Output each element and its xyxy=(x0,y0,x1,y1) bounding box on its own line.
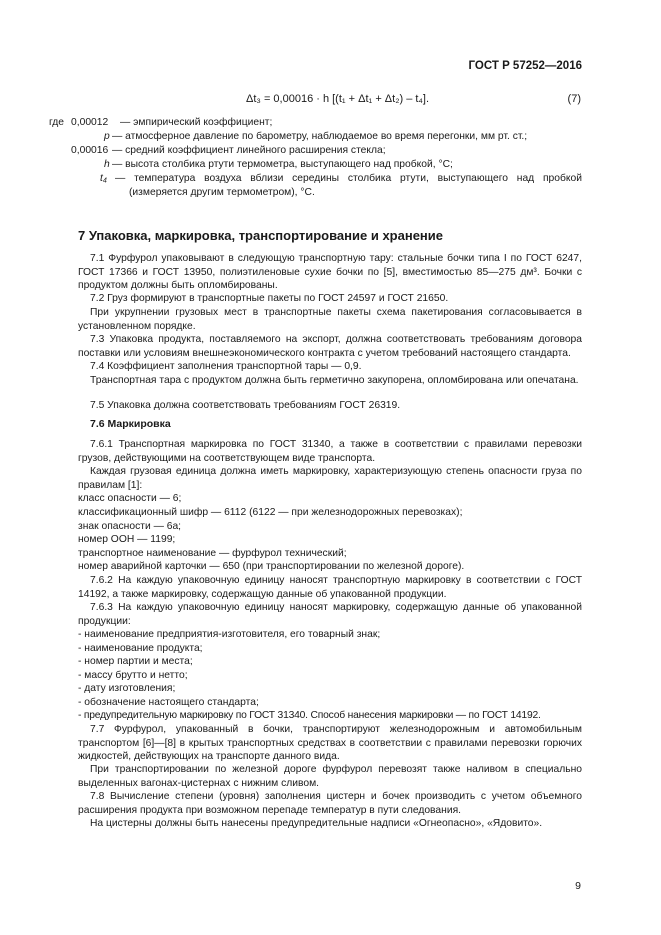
para-7-1: 7.1 Фурфурол упаковывают в следующую транспортную тару: стальные бочки типа I по ГОСТ 6247, ГОСТ 17366 и ГОСТ 13950, полиэтиленовые сухие бочки по [5], вместимостью 85—275 дм³. Бочки с продуктом должны быть опломбированы. xyxy=(78,253,582,291)
where-text-1: — эмпирический коэффициент; xyxy=(120,117,273,128)
list-item: - дату изготовления; xyxy=(78,683,176,694)
list-item: - обозначение настоящего стандарта; xyxy=(78,697,259,708)
where-sym-1: 0,00012 xyxy=(71,117,109,128)
formula-7: Δt₃ = 0,00016 · h [(t₁ + Δt₁ + Δt₂) – t₄]. xyxy=(246,93,430,105)
para-7-6-1: 7.6.1 Транспортная маркировка по ГОСТ 31340, а также в соответствии с правилами перевозки грузов, действующими на соответствующем виде транспорта. xyxy=(78,439,582,464)
where-sym-4: h xyxy=(104,159,110,170)
where-text-6: (измеряется другим термометром), °С. xyxy=(129,187,315,198)
where-text-3: — средний коэффициент линейного расширения стекла; xyxy=(112,145,386,156)
list-item: - предупредительную маркировку по ГОСТ 31340. Способ нанесения маркировки — по ГОСТ 14192. xyxy=(78,710,541,721)
marking-name: транспортное наименование — фурфурол технический; xyxy=(78,548,347,559)
para-7-8: 7.8 Вычисление степени (уровня) заполнения цистерн и бочек производить с учетом объемного расширения продукта при возможном перепаде температур в пути следования. xyxy=(78,791,582,816)
marking-un: номер ООН — 1199; xyxy=(78,534,176,545)
marking-cipher: классификационный шифр — 6112 (6122 — при железнодорожных перевозках); xyxy=(78,507,463,518)
document-code: ГОСТ Р 57252—2016 xyxy=(468,60,582,72)
para-7-4-b: Транспортная тара с продуктом должна быть герметично закупорена, опломбирована или опечатана. xyxy=(90,375,579,386)
para-7-2: 7.2 Груз формируют в транспортные пакеты по ГОСТ 24597 и ГОСТ 21650. xyxy=(90,293,449,304)
where-text-4: — высота столбика ртути термометра, выступающего над пробкой, °С; xyxy=(112,159,453,170)
list-item: - номер партии и места; xyxy=(78,656,193,667)
marking-class: класс опасности — 6; xyxy=(78,493,182,504)
where-sym-2: p xyxy=(104,131,110,142)
where-lead: где xyxy=(49,117,65,128)
para-7-6-3: 7.6.3 На каждую упаковочную единицу наносят маркировку, содержащую данные об упакованной продукции: xyxy=(78,602,582,627)
para-7-6-1-b: Каждая грузовая единица должна иметь маркировку, характеризующую степень опасности груза по правилам [1]: xyxy=(78,466,582,491)
marking-card: номер аварийной карточки — 650 (при транспортировании по железной дороге). xyxy=(78,561,465,572)
para-7-8-b: На цистерны должны быть нанесены предупредительные надписи «Огнеопасно», «Ядовито». xyxy=(90,818,543,829)
para-7-6-2: 7.6.2 На каждую упаковочную единицу наносят транспортную маркировку в соответствии с ГОСТ 14192, а также маркировку, содержащую данные об упакованной продукции. xyxy=(78,575,582,600)
para-7-3: 7.3 Упаковка продукта, поставляемого на экспорт, должна соответствовать требованиям договора поставки или условиям внешнеэкономического контракта с учетом требований настоящего стандарта. xyxy=(78,334,582,359)
formula-number: (7) xyxy=(567,93,581,105)
where-sym-5: t₄ xyxy=(100,173,107,184)
page-number: 9 xyxy=(575,880,581,892)
para-7-4: 7.4 Коэффициент заполнения транспортной тары — 0,9. xyxy=(90,361,362,372)
where-text-5: — температура воздуха вблизи середины столбика ртути, выступающего над пробкой xyxy=(115,173,582,184)
list-item: - наименование продукта; xyxy=(78,643,203,654)
list-item: - массу брутто и нетто; xyxy=(78,670,188,681)
para-7-2-b: При укрупнении грузовых мест в транспортные пакеты схема пакетирования согласовывается в установленном порядке. xyxy=(78,307,582,332)
marking-sign: знак опасности — 6а; xyxy=(78,521,182,532)
para-7-7-b: При транспортировании по железной дороге фурфурол перевозят также наливом в специально выделенных вагонах-цистернах с нижним сливом. xyxy=(78,764,582,789)
where-sym-3: 0,00016 xyxy=(71,145,109,156)
list-item: - наименование предприятия-изготовителя, его товарный знак; xyxy=(78,629,381,640)
para-7-5: 7.5 Упаковка должна соответствовать требованиям ГОСТ 26319. xyxy=(90,400,401,411)
section-title: 7 Упаковка, маркировка, транспортирование и хранение xyxy=(78,228,444,243)
subsection-title: 7.6 Маркировка xyxy=(90,418,171,430)
where-text-2: — атмосферное давление по барометру, наблюдаемое во время перегонки, мм рт. ст.; xyxy=(112,131,528,142)
para-7-7: 7.7 Фурфурол, упакованный в бочки, транспортируют железнодорожным и автомобильным транспортом [6]—[8] в крытых транспортных средствах в соответствии с правилами перевозки горючих жидкостей, действующих на транспорте данного вида. xyxy=(78,724,582,762)
